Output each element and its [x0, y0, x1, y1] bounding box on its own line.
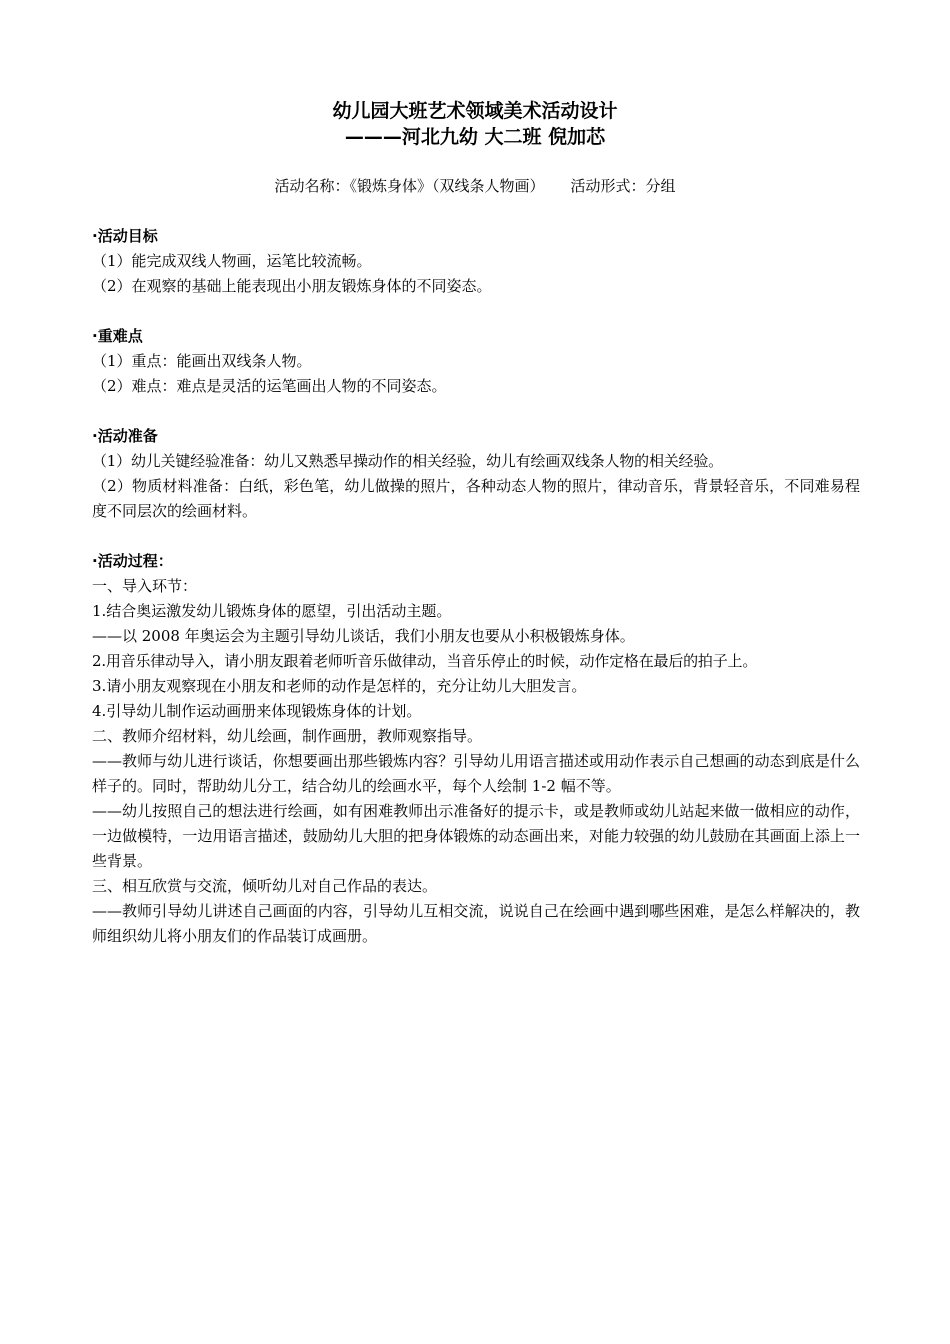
list-item: 3.请小朋友观察现在小朋友和老师的动作是怎样的，充分让幼儿大胆发言。 — [92, 677, 587, 695]
section-goals — [92, 224, 860, 299]
list-item: （1）幼儿关键经验准备：幼儿又熟悉早操动作的相关经验，幼儿有绘画双线条人物的相关经验。 — [92, 452, 723, 470]
section-heading: ·活动准备 — [92, 427, 158, 445]
section-heading: ·活动目标 — [92, 227, 158, 245]
list-item: （2）难点：难点是灵活的运笔画出人物的不同姿态。 — [92, 377, 447, 395]
list-item: 一、导入环节： — [92, 577, 198, 595]
list-item: ——教师与幼儿进行谈话，你想要画出那些锻炼内容？引导幼儿用语言描述或用动作表示自己想画的动态到底是什么样子的。同时，帮助幼儿分工，结合幼儿的绘画水平，每个人绘制 1-2 幅不等。 — [92, 752, 860, 795]
section-process — [92, 549, 860, 949]
list-item: ——教师引导幼儿讲述自己画面的内容，引导幼儿互相交流，说说自己在绘画中遇到哪些困难，是怎么样解决的，教师组织幼儿将小朋友们的作品装订成画册。 — [92, 902, 860, 945]
section-key-points — [92, 324, 860, 399]
list-item: （2）在观察的基础上能表现出小朋友锻炼身体的不同姿态。 — [92, 277, 492, 295]
document-body — [92, 224, 860, 949]
list-item: 2.用音乐律动导入，请小朋友跟着老师听音乐做律动，当音乐停止的时候，动作定格在最后的拍子上。 — [92, 652, 758, 670]
list-item: （1）能完成双线人物画，运笔比较流畅。 — [92, 252, 372, 270]
section-preparation — [92, 424, 860, 524]
list-item: ——幼儿按照自己的想法进行绘画，如有困难教师出示准备好的提示卡，或是教师或幼儿站起来做一做相应的动作，一边做模特，一边用语言描述，鼓励幼儿大胆的把身体锻炼的动态画出来，对能力较强的幼儿鼓励在其画面上添上一些背景。 — [92, 802, 860, 870]
title-main: 幼儿园大班艺术领域美术活动设计 — [332, 100, 618, 122]
list-item: 1.结合奥运激发幼儿锻炼身体的愿望，引出活动主题。 — [92, 602, 452, 620]
activity-name: 活动名称：《锻炼身体》（双线条人物画） — [274, 177, 545, 195]
list-item: （1）重点：能画出双线条人物。 — [92, 352, 312, 370]
list-item: ——以 2008 年奥运会为主题引导幼儿谈话，我们小朋友也要从小积极锻炼身体。 — [92, 627, 635, 645]
section-heading: ·活动过程： — [92, 552, 173, 570]
list-item: （2）物质材料准备：白纸，彩色笔，幼儿做操的照片，各种动态人物的照片，律动音乐，背景轻音乐，不同难易程度不同层次的绘画材料。 — [92, 477, 860, 520]
list-item: 二、教师介绍材料，幼儿绘画，制作画册，教师观察指导。 — [92, 727, 483, 745]
document-title — [0, 98, 950, 150]
activity-meta — [0, 174, 950, 198]
title-author: ———河北九幼 大二班 倪加芯 — [344, 126, 606, 148]
section-heading: ·重难点 — [92, 327, 143, 345]
list-item: 4.引导幼儿制作运动画册来体现锻炼身体的计划。 — [92, 702, 422, 720]
activity-form: 活动形式：分组 — [570, 177, 676, 195]
list-item: 三、相互欣赏与交流，倾听幼儿对自己作品的表达。 — [92, 877, 438, 895]
